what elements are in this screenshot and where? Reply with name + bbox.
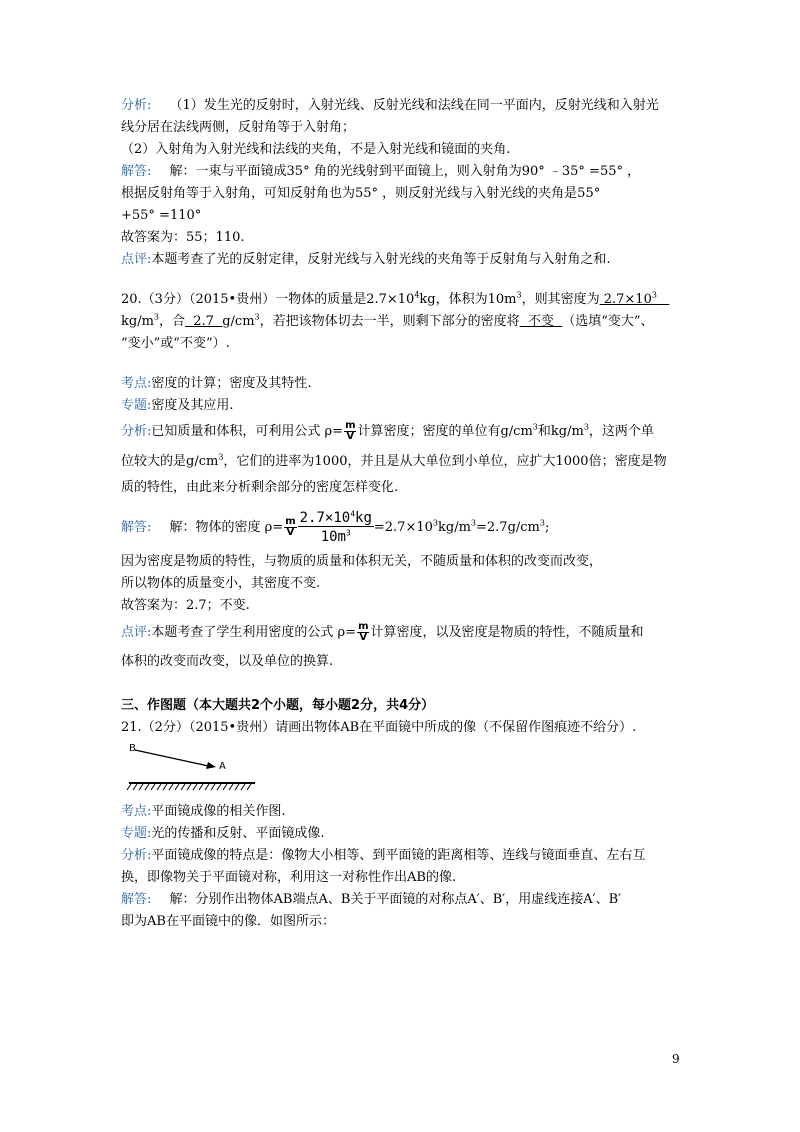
hatch-mark [157,784,161,790]
calculation-fraction [298,511,374,544]
analysis-text: ，这两个单 [588,424,654,439]
calculation-denominator [298,527,374,544]
superscript: 4 [350,509,356,519]
superscript: 3 [516,290,522,300]
q21-stem: 21.（2分）（2015•贵州）请画出物体AB在平面镜中所成的像（不保留作图痕迹不给分）. [121,720,637,735]
hatch-mark [241,784,245,790]
stem-text: ，则其密度为 [521,292,600,307]
answer-text: kg/m [438,520,471,535]
hatch-mark [145,784,149,790]
q20-stem-line-1 [121,289,686,311]
hatch-mark [163,784,167,790]
answer-text: 解：一束与平面镜成35° 角的光线射到平面镜上，则入射角为90° ﹣35° =55° ， [169,164,641,179]
q19-analysis-line-2: 线分居在法线两侧，反射角等于入射角； [121,120,356,135]
hatch-mark [151,784,155,790]
q19-final-answer: 故答案为：55；110. [121,230,245,245]
stem-text: kg/m [121,314,154,329]
answer-text: =2.7×10 [373,520,433,535]
stem-text: 20.（3分）（2015•贵州）一物体的质量是2.7×10 [121,292,415,307]
hatch-mark [211,784,215,790]
answer-text: 解：物体的密度 ρ= [169,520,284,535]
point-label: 考点: [121,804,152,819]
stem-text: ，若把该物体切去一半，则剩下部分的密度将 [259,314,520,329]
answer-blank-2: 2.7 [185,314,223,329]
q20-final-answer: 故答案为：2.7；不变. [121,598,250,613]
fraction-denominator: V [346,431,355,442]
analysis-text: 已知质量和体积，可利用公式 ρ= [151,424,344,439]
superscript: 4 [414,290,420,300]
stem-text: （选填“变大”、 [562,314,654,329]
analysis-text: 和kg/m [537,424,584,439]
arrow-head [206,762,216,769]
q21-analysis-line-1 [121,845,686,867]
hatch-mark [187,784,191,790]
superscript: 3 [539,518,545,528]
hatch-mark [223,784,227,790]
stem-text: g/cm [222,314,255,329]
point-text: 密度的计算；密度及其特性. [151,376,312,391]
superscript: 3 [153,312,159,322]
hatch-mark [127,784,131,790]
density-formula-fraction [284,517,296,538]
numerator-text: 2.7×10 [299,510,351,526]
hatch-mark [229,784,233,790]
hatch-mark [181,784,185,790]
answer-blank-1 [600,292,670,307]
q19-answer-line-3: +55° =110° [121,208,202,223]
analysis-text: ，它们的进率为1000，并且是从大单位到小单位，应扩大1000倍；密度是物 [223,454,667,469]
topic-label: 专题: [121,398,152,413]
superscript: 3 [345,528,351,538]
comment-text: 计算密度，以及密度是物质的特性，不随质量和 [370,625,644,640]
hatch-mark [217,784,221,790]
topic-label: 专题: [121,826,152,841]
superscript: 3 [470,518,476,528]
q20-stem-line-2 [121,311,686,333]
page-number: 9 [672,1052,680,1066]
superscript: 3 [432,518,438,528]
q19-analysis-line-3: （2）入射角为入射光线和法线的夹角，不是入射光线和镜面的夹角. [121,142,511,157]
answer-label: 解答: [121,892,152,907]
mirror-hatching [127,784,251,790]
topic-text: 光的传播和反射、平面镜成像. [151,826,325,841]
hatch-mark [205,784,209,790]
label-b: B [129,743,136,754]
analysis-label: 分析: [121,98,152,113]
hatch-mark [247,784,251,790]
blank-text: 2.7×10 [599,292,652,307]
page-content [121,95,686,933]
answer-label: 解答: [121,520,152,535]
calculation-numerator [298,511,374,527]
hatch-mark [235,784,239,790]
fraction-numerator: m [285,516,296,527]
superscript: 3 [218,452,224,462]
superscript: 3 [532,422,538,432]
q20-reason-line-1: 因为密度是物质的特性，与物质的质量和体积无关，不随质量和体积的改变而改变， [121,554,603,569]
q20-analysis-line-1 [121,417,686,447]
fraction-numerator: m [358,621,369,632]
answer-text: =2.7g/cm [476,520,540,535]
q21-topic-line [121,823,686,845]
stem-text: kg，体积为10m [419,292,517,307]
superscript: 3 [583,422,589,432]
q21-answer-line-2: 即为AB在平面镜中的像．如图所示： [121,914,335,929]
analysis-label: 分析: [121,848,152,863]
q19-answer-line-1 [121,161,686,183]
comment-label: 点评: [121,625,152,640]
comment-label: 点评: [121,252,152,267]
hatch-mark [175,784,179,790]
q20-point-line [121,373,686,395]
analysis-text: 平面镜成像的特点是：像物大小相等、到平面镜的距离相等、连线与镜面垂直、左右互 [151,848,646,863]
hatch-mark [199,784,203,790]
analysis-label: 分析: [121,424,152,439]
object-ab-line [135,750,213,767]
numerator-unit: kg [355,510,372,526]
comment-text: 本题考查了学生利用密度的公式 ρ= [151,625,357,640]
section-title: 三、作图题（本大题共2个小题，每小题2分，共4分） [121,698,435,713]
stem-text: ，合 [159,314,186,329]
hatch-mark [139,784,143,790]
answer-label: 解答: [121,164,152,179]
density-formula-fraction [357,622,369,643]
q20-topic-line [121,395,686,417]
mirror-figure [121,739,686,801]
object-ab-diagram [121,739,261,801]
q20-comment-line-2: 体积的改变而改变，以及单位的换算. [121,654,334,669]
q19-analysis-line-1 [121,95,686,117]
hatch-mark [193,784,197,790]
q20-stem-line-3: “变小”或“不变”）. [121,336,230,351]
q21-point-line [121,801,686,823]
analysis-text: 位较大的是g/cm [121,454,219,469]
hatch-mark [169,784,173,790]
point-text: 平面镜成像的相关作图. [151,804,286,819]
superscript: 3 [651,290,657,300]
q20-analysis-line-2 [121,447,686,477]
denominator-text: 10m [320,529,346,545]
label-a: A [219,761,226,772]
blank-text [657,292,669,307]
fraction-denominator: V [286,527,295,538]
density-formula-fraction [344,421,356,442]
semicolon: ; [544,520,550,535]
superscript: 3 [254,312,260,322]
comment-text: 本题考查了光的反射定律，反射光线与入射光线的夹角等于反射角与入射角之和. [151,252,611,267]
q20-reason-line-2: 所以物体的质量变小，其密度不变. [121,576,321,591]
topic-text: 密度及其应用. [151,398,234,413]
fraction-denominator: V [359,632,368,643]
analysis-text: （1）发生光的反射时，入射光线、反射光线和法线在同一平面内，反射光线和入射光 [169,98,659,113]
hatch-mark [133,784,137,790]
q19-comment-line [121,249,686,271]
analysis-text: 计算密度；密度的单位有g/cm [357,424,533,439]
answer-text: 解：分别作出物体AB端点A、B关于平面镜的对称点A′、B′，用虚线连接A′、B′ [169,892,622,907]
answer-blank-3: 不变 [519,314,563,329]
q21-analysis-line-2: 换，即像物关于平面镜对称，利用这一对称性作出AB的像. [121,870,457,885]
fraction-numerator: m [345,420,356,431]
q20-analysis-line-3: 质的特性，由此来分析剩余部分的密度怎样变化. [121,480,399,495]
q21-answer-line-1 [121,889,686,911]
q20-comment-line-1 [121,617,686,649]
q20-answer-line [121,505,686,551]
point-label: 考点: [121,376,152,391]
q19-answer-line-2: 根据反射角等于入射角，可知反射角也为55° ，则反射光线与入射光线的夹角是55° [121,186,601,201]
